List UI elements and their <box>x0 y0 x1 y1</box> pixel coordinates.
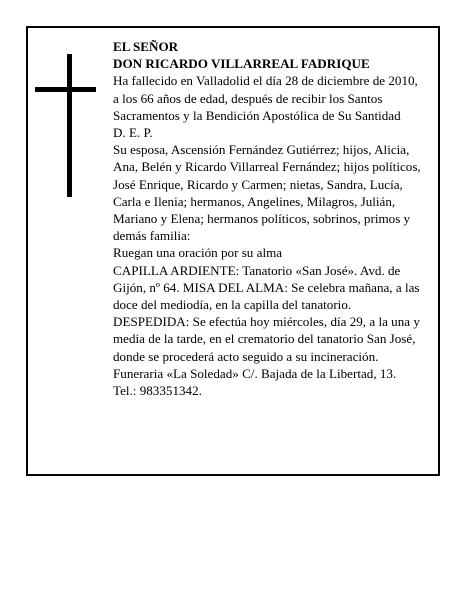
death-info: Ha fallecido en Valladolid el día 28 de diciembre de 2010, a los 66 años de edad, después de recibir los Santos Sacramentos y la Bendición Apostólica de Su Santidad <box>113 73 418 123</box>
cross-icon <box>67 54 72 197</box>
prayer-line: Ruegan una oración por su alma <box>113 245 283 261</box>
rip-line: D. E. P. <box>113 125 153 141</box>
farewell-info: DESPEDIDA: Se efectúa hoy miércoles, día 29, a la una y media de la tarde, en el crematorio del tanatorio San José, donde se procederá acto seguido a su incineración. <box>113 314 420 364</box>
family-list: Su esposa, Ascensión Fernández Gutiérrez; hijos, Alicia, Ana, Belén y Ricardo Villarreal Fernández; hijos políticos, José Enrique, Ricardo y Carmen; nietas, Sandra, Lucía, Carla e Ilenia; hermanos, Angelines, Milagros, Julián, Mariano y Elena; hermanos políticos, sobrinos, primos y demás familia: <box>113 142 421 244</box>
funeral-home-info: Funeraria «La Soledad» C/. Bajada de la Libertad, 13. Tel.: 983351342. <box>113 365 397 399</box>
deceased-name: DON RICARDO VILLARREAL FADRIQUE <box>113 56 370 72</box>
cross-icon-bar <box>35 87 96 92</box>
notice-title: EL SEÑOR <box>113 39 179 54</box>
chapel-info: CAPILLA ARDIENTE: Tanatorio «San José». Avd. de Gijón, nº 64. MISA DEL ALMA: Se celebra mañana, a las doce del mediodía, en la capilla del tanatorio. <box>113 262 420 313</box>
obituary-text <box>113 38 421 399</box>
